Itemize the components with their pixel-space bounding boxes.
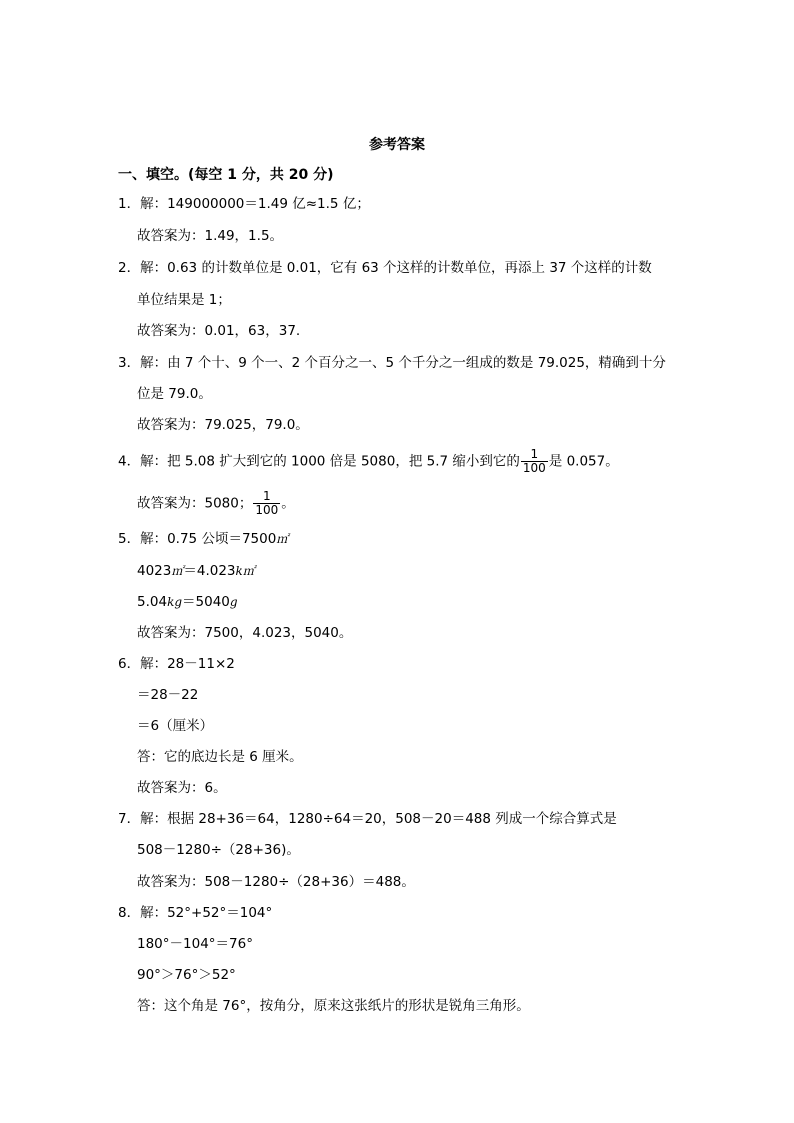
q5-line-3 [137,592,238,612]
q6-line-2: ＝28－22 [137,687,199,703]
q7-answer: 故答案为：508－1280÷（28+36）＝488。 [137,874,415,890]
q3-line-1: 3．解：由 7 个十、9 个一、2 个百分之一、5 个千分之一组成的数是 79.025，精确到十分 [118,355,666,371]
q4-text-a: 4．解：把 5.08 扩大到它的 1000 倍是 5080，把 5.7 缩小到它的 [118,453,520,470]
q7-line-2: 508－1280÷（28+36)。 [137,842,300,858]
q3-answer: 故答案为：79.025，79.0。 [137,417,309,433]
q6-line-1: 6．解：28－11×2 [118,656,235,672]
q8-line-2: 180°－104°＝76° [137,936,253,952]
fraction-denominator: 100 [522,461,546,475]
fraction-numerator: 1 [262,489,271,503]
q1-line-1: 1．解：149000000＝1.49 亿≈1.5 亿； [118,196,370,212]
q4-text-b: 是 0.057。 [548,453,619,470]
q5-line-2 [137,561,255,581]
q5-l3-b: ＝5040 [182,594,230,610]
q5-text-a: 5．解：0.75 公顷＝7500 [118,531,277,547]
q4-line-1 [118,448,619,475]
q6-line-4: 答：它的底边长是 6 厘米。 [137,749,303,765]
q6-answer: 故答案为：6。 [137,780,227,796]
q1-answer: 故答案为：1.49，1.5。 [137,228,284,244]
q5-l2-a: 4023 [137,563,172,579]
q7-line-1: 7．解：根据 28+36＝64，1280÷64＝20，508－20＝488 列成一个综合算式是 [118,811,617,827]
unit-g: g [229,595,238,609]
q5-l3-a: 5.04 [137,594,168,610]
section-heading: 一、填空。(每空 1 分，共 20 分) [118,167,334,183]
q5-answer: 故答案为：7500，4.023，5040。 [137,625,353,641]
fraction-denominator: 100 [255,503,279,517]
q2-answer: 故答案为：0.01，63，37. [137,323,301,339]
q2-line-2: 单位结果是 1； [137,292,231,308]
page-title: 参考答案 [369,137,425,153]
q4-answer-end: 。 [281,495,295,512]
unit-kg: kg [167,595,183,609]
q8-line-1: 8．解：52°+52°＝104° [118,905,273,921]
fraction-one-hundredth [521,448,548,475]
q6-line-3: ＝6（厘米） [137,718,214,734]
fraction-one-hundredth-answer [253,490,280,517]
q8-line-3: 90°＞76°＞52° [137,967,236,983]
q4-answer [137,490,295,517]
q4-answer-text: 故答案为：5080； [137,495,253,512]
unit-square-meter: ㎡ [276,532,289,546]
unit-square-meter: ㎡ [171,564,184,578]
q2-line-1: 2．解：0.63 的计数单位是 0.01，它有 63 个这样的计数单位，再添上 37 个这样的计数 [118,260,652,276]
q5-line-1 [118,529,288,549]
fraction-numerator: 1 [530,447,539,461]
unit-square-km: k㎡ [235,564,255,578]
q3-line-2: 位是 79.0。 [137,386,212,402]
q8-line-4: 答：这个角是 76°，按角分，原来这张纸片的形状是锐角三角形。 [137,998,530,1014]
q5-l2-b: ＝4.023 [183,563,236,579]
